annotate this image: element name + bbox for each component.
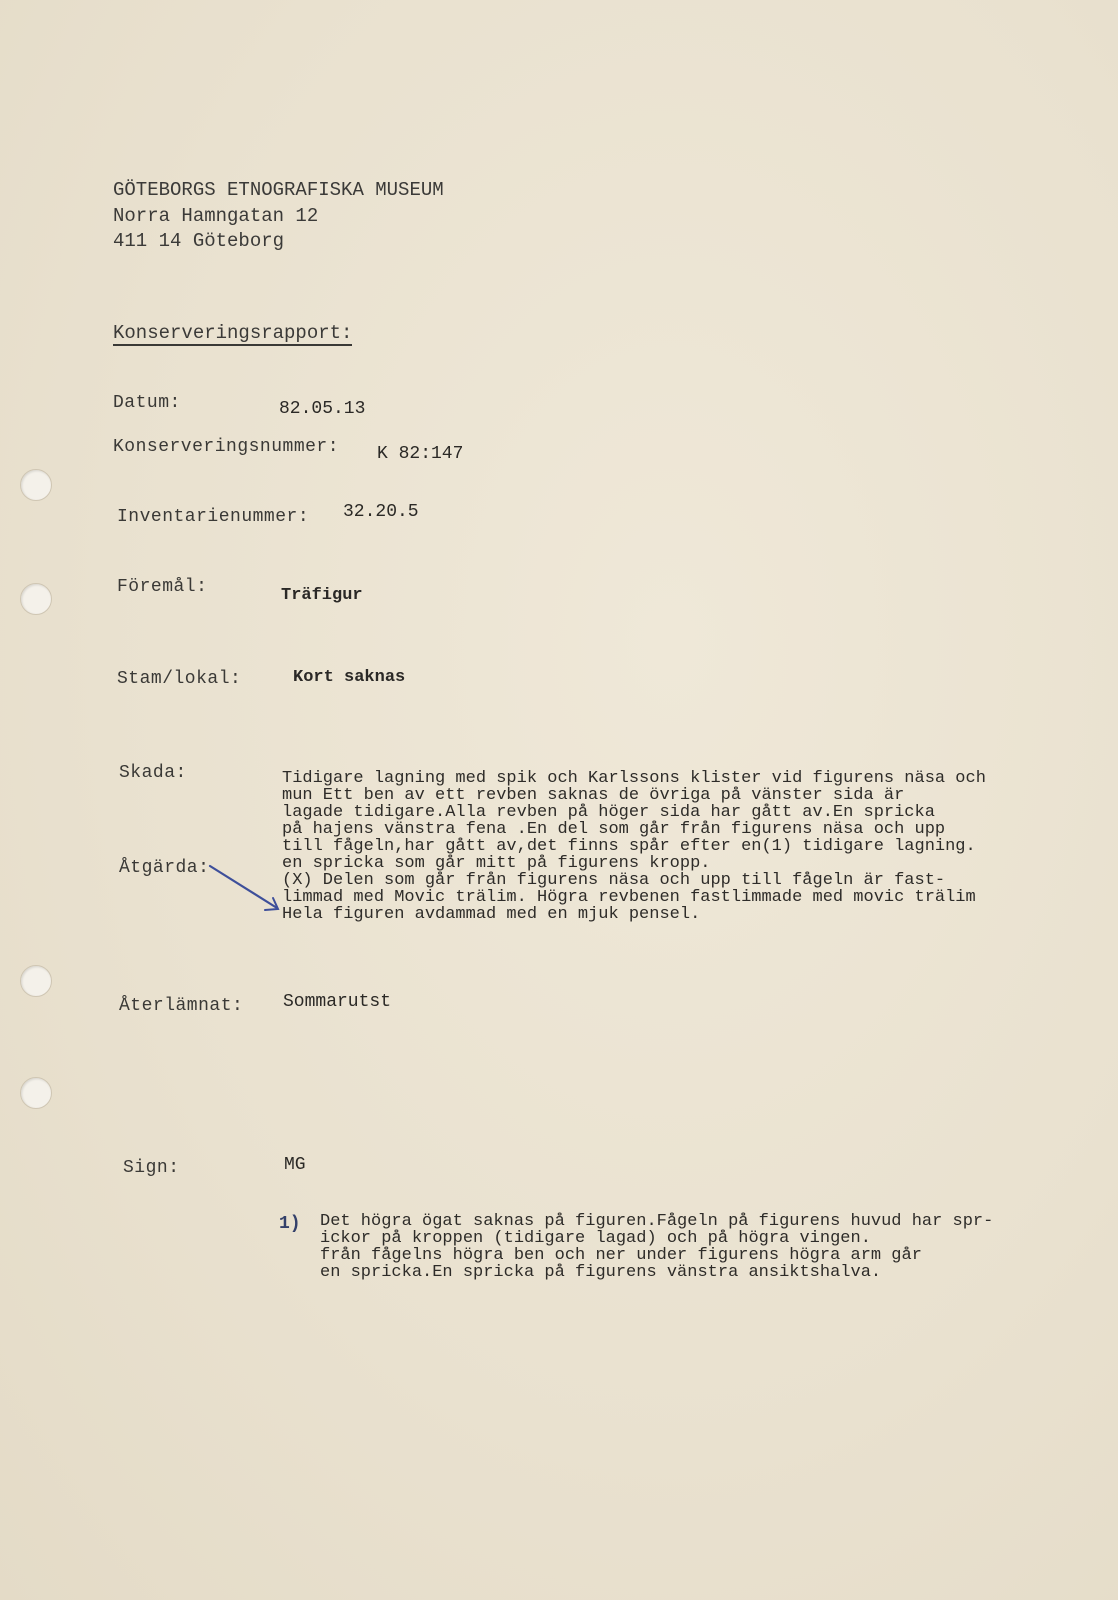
report-title: Konserveringsrapport:: [113, 322, 353, 344]
skada-line: mun Ett ben av ett revben saknas de övriga på vänster sida är: [282, 786, 905, 805]
punch-hole: [20, 469, 52, 501]
footnote-line: Det högra ögat saknas på figuren.Fågeln på figurens huvud har spr-: [320, 1212, 994, 1231]
stam-lokal-value: Kort saknas: [293, 668, 406, 687]
city-address: 411 14 Göteborg: [113, 230, 285, 252]
institution-name: GÖTEBORGS ETNOGRAFISKA MUSEUM: [113, 179, 444, 201]
aterlamnat-value: Sommarutst: [283, 992, 392, 1012]
atgard-line: (X) Delen som går från figurens näsa och upp till fågeln är fast-: [282, 871, 946, 890]
sign-label: Sign:: [123, 1158, 180, 1178]
foremal-label: Föremål:: [117, 577, 208, 597]
datum-value: 82.05.13: [279, 399, 366, 419]
atgard-label: Åtgärda:: [119, 858, 210, 878]
street-address: Norra Hamngatan 12: [113, 205, 319, 227]
punch-hole: [20, 583, 52, 615]
punch-hole: [20, 965, 52, 997]
stam-lokal-label: Stam/lokal:: [117, 669, 242, 689]
footnote-line: ickor på kroppen (tidigare lagad) och på högra vingen.: [320, 1229, 871, 1248]
punch-hole: [20, 1077, 52, 1109]
skada-label: Skada:: [119, 763, 187, 783]
skada-line: Tidigare lagning med spik och Karlssons klister vid figurens näsa och: [282, 769, 986, 788]
datum-label: Datum:: [113, 393, 181, 413]
foremal-value: Träfigur: [281, 586, 363, 605]
konserveringsnummer-value: K 82:147: [377, 444, 464, 464]
konserveringsnummer-label: Konserveringsnummer:: [113, 437, 340, 457]
footnote-line: en spricka.En spricka på figurens vänstra ansiktshalva.: [320, 1263, 882, 1282]
sign-value: MG: [284, 1155, 306, 1175]
skada-line: en spricka som går mitt på figurens kropp.: [282, 854, 711, 873]
skada-line: lagade tidigare.Alla revben på höger sida har gått av.En spricka: [282, 803, 935, 822]
inventarienummer-label: Inventarienummer:: [117, 507, 310, 527]
footnote-marker: 1): [279, 1214, 301, 1234]
skada-line: till fågeln,har gått av,det finns spår efter en(1) tidigare lagning.: [282, 837, 976, 856]
inventarienummer-value: 32.20.5: [343, 502, 419, 522]
arrow-icon: [205, 860, 295, 920]
atgard-line: limmad med Movic trälim. Högra revbenen fastlimmade med movic trälim: [282, 888, 976, 907]
aterlamnat-label: Återlämnat:: [119, 996, 244, 1016]
footnote-text: [320, 1213, 1115, 1281]
footnote-line: från fågelns högra ben och ner under figurens högra arm går: [320, 1246, 922, 1265]
skada-text: [282, 770, 1112, 923]
atgard-line: Hela figuren avdammad med en mjuk pensel.: [282, 905, 701, 924]
skada-line: på hajens vänstra fena .En del som går från figurens näsa och upp: [282, 820, 946, 839]
